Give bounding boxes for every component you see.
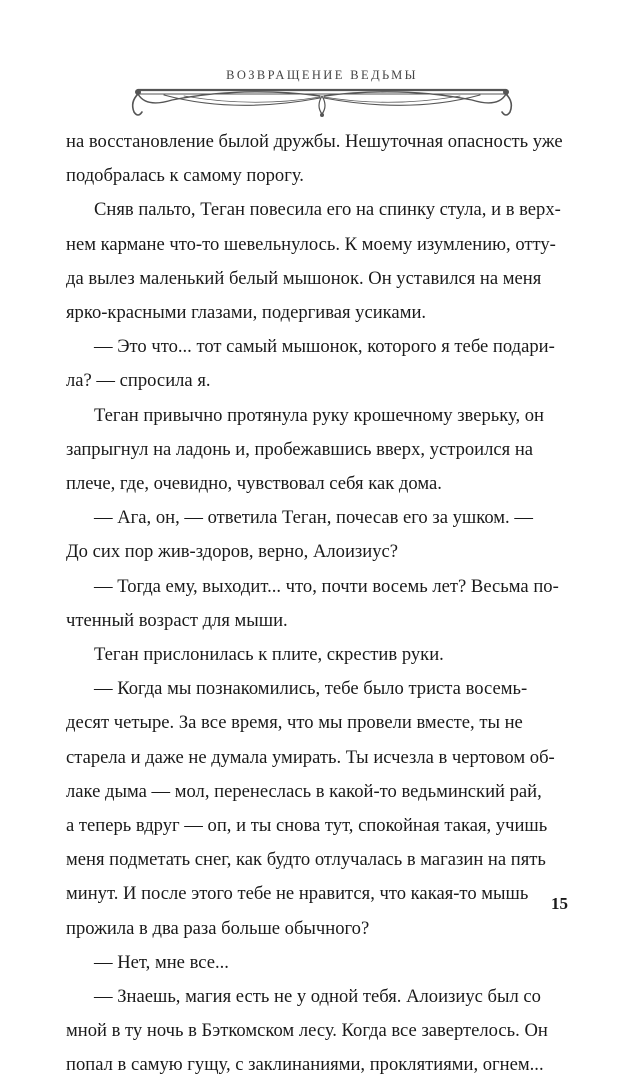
running-head: ВОЗВРАЩЕНИЕ ВЕДЬМЫ: [226, 68, 418, 82]
text-line: а теперь вдруг — оп, и ты снова тут, спокойная такая, учишь: [66, 815, 548, 837]
text-line: — Ага, он, — ответила Теган, почесав его за ушком. —: [94, 507, 533, 529]
text-line: мной в ту ночь в Бэткомском лесу. Когда все завертелось. Он: [66, 1020, 548, 1042]
text-line: До сих пор жив-здоров, верно, Алоизиус?: [66, 541, 398, 563]
text-line: Теган привычно протянула руку крошечному зверьку, он: [94, 404, 544, 426]
text-line: нем кармане что-то шевельнулось. К моему изумлению, отту-: [66, 233, 556, 255]
text-line: — Это что... тот самый мышонок, которого я тебе подари-: [94, 336, 555, 358]
text-line: плече, где, очевидно, чувствовал себя как дома.: [66, 473, 442, 495]
text-line: да вылез маленький белый мышонок. Он уставился на меня: [66, 267, 542, 289]
text-line: Сняв пальто, Теган повесила его на спинку стула, и в верх-: [94, 199, 561, 221]
text-line: Теган прислонилась к плите, скрестив руки.: [94, 644, 444, 666]
text-line: попал в самую гущу, с заклинаниями, проклятиями, огнем...: [66, 1054, 544, 1076]
text-line: запрыгнул на ладонь и, пробежавшись вверх, устроился на: [66, 438, 534, 460]
text-line: — Знаешь, магия есть не у одной тебя. Алоизиус был со: [94, 986, 541, 1008]
text-line: ярко-красными глазами, подергивая усиками.: [66, 302, 427, 324]
text-line: подобралась к самому порогу.: [66, 165, 304, 187]
text-line: на восстановление былой дружбы. Нешуточная опасность уже: [66, 131, 563, 152]
text-line: — Тогда ему, выходит... что, почти восемь лет? Весьма по-: [94, 575, 559, 597]
text-line: ла? — спросила я.: [66, 370, 211, 392]
page-body: [66, 125, 568, 1083]
text-line: — Когда мы познакомились, тебе было триста восемь-: [94, 678, 528, 700]
page-number: 15: [551, 894, 568, 913]
header-ornament: [124, 84, 520, 120]
text-line: прожила в два раза больше обычного?: [66, 917, 370, 939]
text-line: чтенный возраст для мыши.: [66, 609, 288, 631]
text-line: лаке дыма — мол, перенеслась в какой-то ведьминский рай,: [66, 780, 542, 802]
text-line: минут. И после этого тебе не нравится, что какая-то мышь: [66, 883, 529, 905]
text-line: десят четыре. За все время, что мы провели вместе, ты не: [66, 712, 523, 734]
text-line: старела и даже не думала умирать. Ты исчезла в чертовом об-: [66, 746, 555, 768]
text-line: меня подметать снег, как будто отлучалась в магазин на пять: [66, 849, 546, 871]
text-line: — Нет, мне все...: [94, 951, 229, 973]
